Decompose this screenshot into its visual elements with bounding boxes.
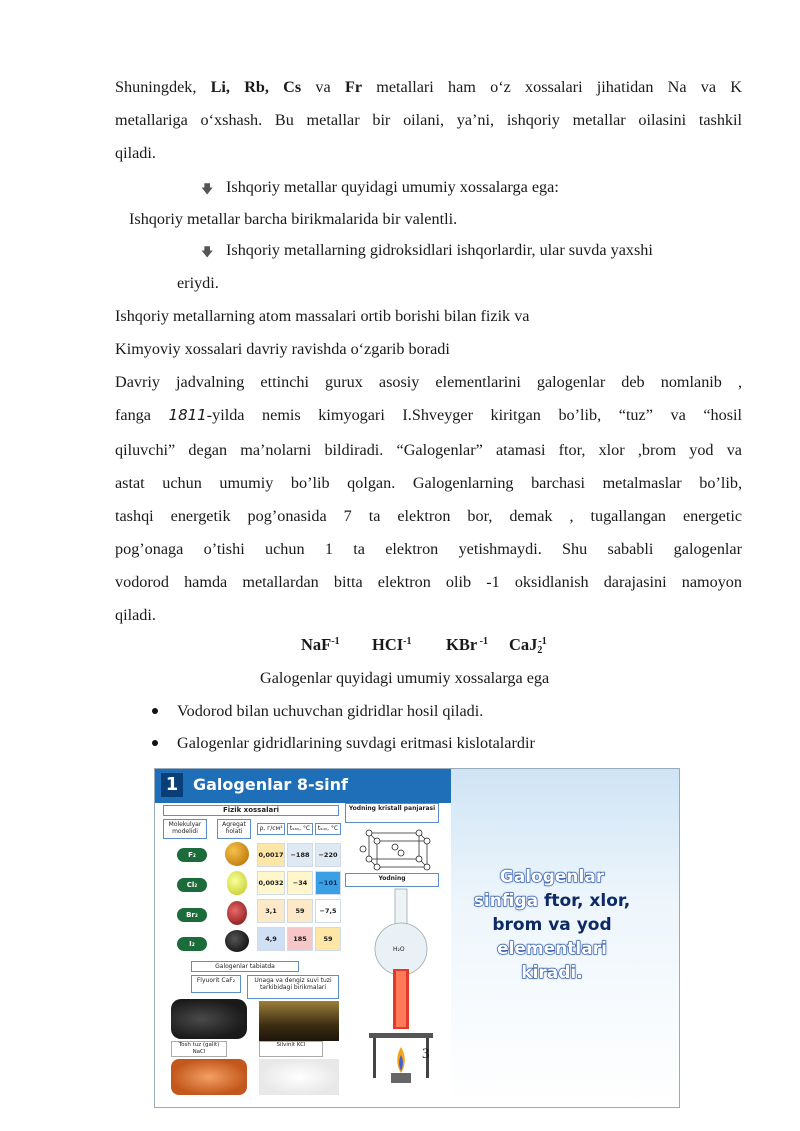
molecule-i2: I₂	[177, 937, 207, 951]
chlorine-flask-icon	[227, 871, 247, 895]
kristall-label: Yodning kristall panjarasi	[345, 803, 439, 823]
paragraph2-line3: qiluvchi” degan ma’nolarni bildiradi. “Galogenlar” atamasi ftor, xlor ,brom yod va	[115, 441, 742, 459]
poster-number: 1	[161, 773, 183, 797]
paragraph2-line1: Davriy jadvalning ettinchi gurux asosiy elementlarini galogenlar deb nomlanib ,	[115, 373, 742, 391]
page-number: 3	[422, 1046, 430, 1062]
col-tsuy: tₛᵤᵧ, °C	[315, 823, 341, 835]
poster-left-panel: 1 Galogenlar 8-sinf Fizik xossalari Yodning kristall panjarasi Molekulyar modelidi Agregat holati ρ, г/см³ tₛₐᵧ, °C tₛᵤᵧ, °C F₂ 0,0017 −188 −220 Cl₂ 0,0032 −34 −101 Br₂ 3,1 59 −7,5 I₂ 4,9 185 59 Yodning H₂O Galogenlar tabiatda Flyuorit CaF₂ Unaga va dengiz suvi tuzi tarkibidagi birikmalari Tosh tuz (galit) NaCl Silvinit KCl	[155, 769, 451, 1108]
halite-photo	[171, 1059, 247, 1095]
paragraph2-line4: astat uchun umumiy bo’lib qolgan. Galogenlarning barchasi metalmaslar bo’lib,	[115, 474, 742, 492]
silvinit-label: Silvinit KCl	[259, 1041, 323, 1057]
paragraph1-line2: metallariga o‘xshash. Bu metallar bir oilani, ya’ni, ishqoriy metallar oilasini tashkil	[115, 111, 742, 129]
paragraph2-line8: qiladi.	[115, 606, 156, 624]
paragraph1-line1: Shuningdek, Li, Rb, Cs va Fr metallari ham o‘z xossalari jihatidan Na va K	[115, 78, 742, 96]
arrow-bullet-icon: 🡇	[201, 245, 214, 259]
fluorite-photo	[171, 999, 247, 1039]
halogen-prop-item-1: Vodorod bilan uchuvchan gidridlar hosil qiladi.	[177, 702, 484, 720]
formula-kbr: KBr $^{-1}$	[446, 635, 489, 654]
formula-caj: CaJ$_2^{-1}$	[509, 635, 547, 656]
alkali-mass-line2: Kimyoviy xossalari davriy ravishda o‘zgarib boradi	[115, 340, 450, 358]
fluorine-sample-icon	[225, 842, 249, 866]
alkali-bullet2-cont: eriydi.	[177, 274, 219, 292]
col-tqay: tₛₐᵧ, °C	[287, 823, 313, 835]
metals-bold: Li, Rb, Cs	[210, 78, 302, 96]
tabiatda-label: Galogenlar tabiatda	[191, 961, 299, 972]
col-molekula: Molekulyar modelidi	[163, 819, 207, 839]
sea-rocks-photo	[259, 1001, 339, 1041]
fizik-xossalari-label: Fizik xossalari	[163, 805, 339, 816]
paragraph1-line3: qiladi.	[115, 144, 156, 162]
iodine-crystal-lattice-icon	[355, 827, 439, 873]
poster-title: Galogenlar 8-sinf	[193, 775, 348, 794]
osh-tuzi-label: Tosh tuz (galit) NaCl	[171, 1041, 227, 1057]
paragraph2-line2: fanga 1811-yilda nemis kimyogari I.Shveyger kiritgan bo’lib, “tuz” va “hosil	[115, 406, 742, 424]
flyuorit-label: Flyuorit CaF₂	[191, 975, 241, 993]
iodine-crystals-icon	[225, 930, 249, 952]
formula-hcl: $HCI^{-1}$	[372, 635, 412, 654]
arrow-bullet-icon: 🡇	[201, 182, 214, 196]
poster-header	[155, 769, 451, 803]
sylvinite-photo	[259, 1059, 339, 1095]
halogen-prop-item-2: Galogenlar gidridlarining suvdagi eritmasi kislotalardir	[177, 734, 535, 752]
alkali-valent-line: Ishqoriy metallar barcha birikmalarida bir valentli.	[129, 210, 458, 228]
molecule-f2: F₂	[177, 848, 207, 862]
molecule-cl2: Cl₂	[177, 878, 207, 892]
year-1811: 1811	[168, 406, 207, 424]
bullet-dot-icon	[152, 740, 158, 746]
alkali-bullet2: Ishqoriy metallarning gidroksidlari ishqorlardir, ular suvda yaxshi	[226, 241, 653, 259]
alkali-mass-line1: Ishqoriy metallarning atom massalari ortib borishi bilan fizik va	[115, 307, 530, 325]
fr-bold: Fr	[344, 78, 363, 96]
molecule-br2: Br₂	[177, 908, 207, 922]
bullet-dot-icon	[152, 708, 158, 714]
col-agregat: Agregat holati	[217, 819, 251, 839]
col-rho: ρ, г/см³	[257, 823, 285, 835]
paragraph2-line5: tashqi energetik pog’onasida 7 ta elektron bor, demak , tugallangan energetic	[115, 507, 742, 525]
unaga-label: Unaga va dengiz suvi tuzi tarkibidagi birikmalari	[247, 975, 339, 999]
alkali-bullet1: Ishqoriy metallar quyidagi umumiy xossalarga ega:	[226, 178, 559, 196]
halogen-poster-image	[154, 768, 680, 1108]
formula-naf: NaF$^{-1}$	[301, 635, 340, 654]
paragraph2-line6: pog’onaga o’tishi uchun 1 ta elektron yetishmaydi. Shu sababli galogenlar	[115, 540, 742, 558]
yodning-label: Yodning	[345, 873, 439, 887]
h2o-label: H₂O	[393, 946, 405, 953]
poster-right-caption: Galogenlar sinfiga ftor, xlor, brom va yod elementlari kiradi.	[473, 867, 631, 983]
halogen-props-heading: Galogenlar quyidagi umumiy xossalarga ega	[260, 669, 550, 687]
paragraph2-line7: vodorod hamda metallardan bitta elektron olib -1 oksidlanish darajasini namoyon	[115, 573, 742, 591]
bromine-flask-icon	[227, 901, 247, 925]
